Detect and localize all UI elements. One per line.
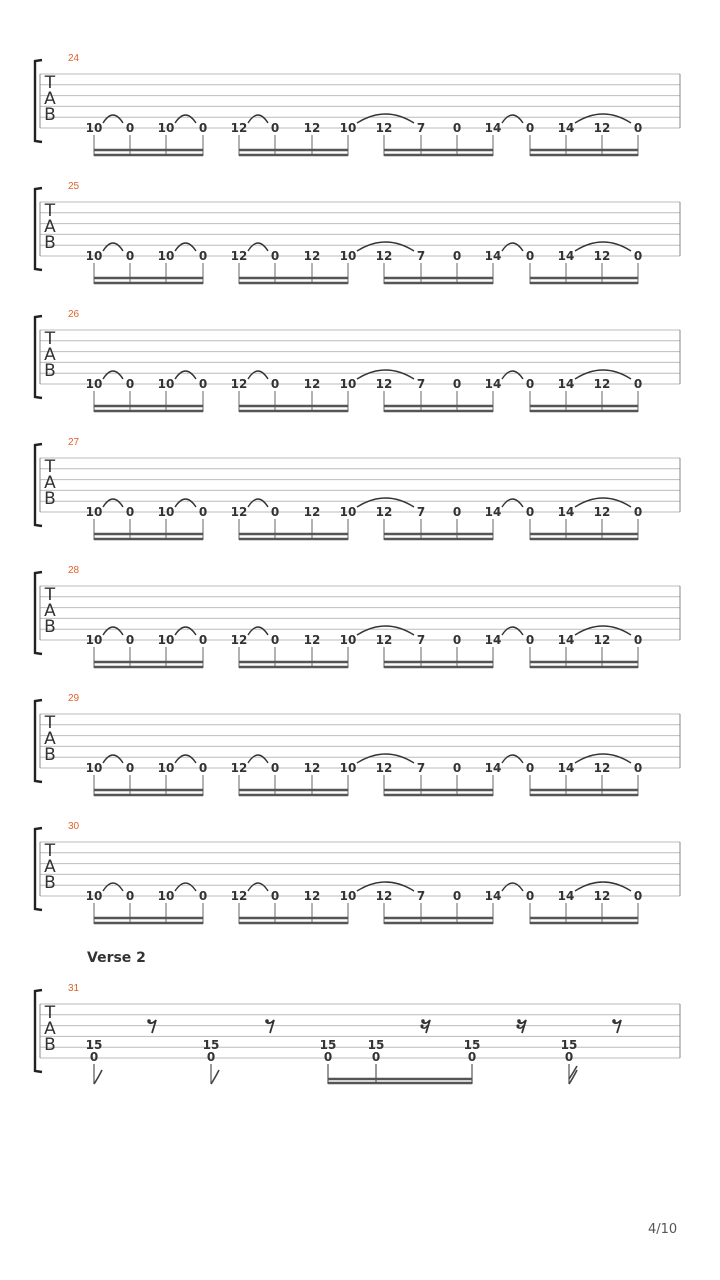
fret-number: 10	[85, 505, 103, 519]
tab-clef-letter: T	[44, 1003, 56, 1023]
fret-number: 14	[484, 633, 502, 647]
slur	[175, 115, 196, 123]
fret-number: 7	[416, 889, 426, 903]
fret-number: 0	[198, 505, 208, 519]
fret-number: 12	[303, 633, 321, 647]
fret-number: 0	[633, 633, 643, 647]
tab-staff	[35, 572, 680, 668]
fret-number: 12	[230, 377, 248, 391]
fret-number: 14	[557, 121, 575, 135]
rest-dot	[421, 1019, 425, 1023]
fret-number: 12	[303, 889, 321, 903]
slur	[103, 115, 123, 123]
fret-number: 0	[198, 121, 208, 135]
slur	[175, 371, 196, 379]
fret-number: 10	[85, 889, 103, 903]
fret-number: 0	[452, 377, 462, 391]
tab-clef-letter: A	[44, 89, 56, 109]
tab-staff	[35, 188, 680, 284]
note-flag	[94, 1070, 102, 1084]
fret-number: 0	[452, 505, 462, 519]
fret-number: 0	[198, 249, 208, 263]
fret-number: 7	[416, 249, 426, 263]
note-flag	[211, 1070, 219, 1084]
slur	[248, 371, 268, 379]
tab-clef-letter: A	[44, 1019, 56, 1039]
tab-clef-letter: B	[44, 1035, 56, 1055]
fret-number: 14	[484, 121, 502, 135]
fret-number: 0	[198, 633, 208, 647]
fret-number: 0	[270, 377, 280, 391]
fret-number: 12	[303, 249, 321, 263]
staff-bracket	[35, 316, 42, 398]
fret-number: 0	[452, 633, 462, 647]
slur	[175, 243, 196, 251]
rest-dot	[265, 1019, 269, 1023]
fret-number: 0	[467, 1050, 477, 1064]
fret-number: 15	[463, 1038, 481, 1052]
fret-number: 7	[416, 761, 426, 775]
fret-number: 10	[339, 249, 357, 263]
fret-number: 0	[270, 761, 280, 775]
tab-clef-letter: T	[44, 457, 56, 477]
rest-dot	[147, 1019, 151, 1023]
fret-number: 7	[416, 505, 426, 519]
tab-clef-letter: A	[44, 473, 56, 493]
measure-number: 31	[68, 983, 80, 994]
rest-dot	[516, 1024, 519, 1027]
fret-number: 0	[125, 249, 135, 263]
slur	[248, 883, 268, 891]
fret-number: 12	[230, 633, 248, 647]
staff-bracket	[35, 990, 42, 1072]
tab-staff	[35, 316, 680, 412]
staff-bracket	[35, 188, 42, 270]
fret-number: 10	[339, 121, 357, 135]
fret-number: 12	[593, 889, 611, 903]
fret-number: 14	[557, 505, 575, 519]
fret-number: 0	[525, 889, 535, 903]
tab-clef-letter: B	[44, 745, 56, 765]
measure-number: 29	[68, 693, 80, 704]
fret-number: 0	[125, 633, 135, 647]
fret-number: 12	[375, 889, 393, 903]
fret-number: 0	[270, 889, 280, 903]
measure-number: 26	[68, 309, 80, 320]
fret-number: 15	[202, 1038, 220, 1052]
fret-number: 7	[416, 633, 426, 647]
tab-staff	[35, 990, 680, 1084]
fret-number: 12	[303, 121, 321, 135]
tab-clef-letter: T	[44, 585, 56, 605]
fret-number: 0	[564, 1050, 574, 1064]
staff-bracket	[35, 444, 42, 526]
slur	[175, 883, 196, 891]
fret-number: 7	[416, 121, 426, 135]
rest-dot	[420, 1024, 423, 1027]
fret-number: 12	[230, 121, 248, 135]
slur	[502, 883, 523, 891]
fret-number: 14	[557, 761, 575, 775]
fret-number: 14	[557, 889, 575, 903]
fret-number: 0	[633, 377, 643, 391]
tab-clef-letter: B	[44, 233, 56, 253]
fret-number: 0	[525, 633, 535, 647]
measure-number: 27	[68, 437, 80, 448]
fret-number: 14	[484, 505, 502, 519]
fret-number: 15	[85, 1038, 103, 1052]
fret-number: 0	[452, 121, 462, 135]
tab-clef-letter: A	[44, 729, 56, 749]
fret-number: 0	[89, 1050, 99, 1064]
slur	[502, 755, 523, 763]
fret-number: 12	[375, 761, 393, 775]
fret-number: 10	[157, 761, 175, 775]
slur	[502, 499, 523, 507]
fret-number: 10	[157, 377, 175, 391]
fret-number: 12	[593, 761, 611, 775]
tab-clef-letter: A	[44, 601, 56, 621]
fret-number: 14	[484, 889, 502, 903]
fret-number: 10	[85, 249, 103, 263]
fret-number: 0	[633, 761, 643, 775]
slur	[103, 755, 123, 763]
fret-number: 10	[339, 377, 357, 391]
tab-staff	[35, 700, 680, 796]
fret-number: 0	[125, 377, 135, 391]
slur	[248, 755, 268, 763]
fret-number: 0	[633, 889, 643, 903]
fret-number: 0	[633, 121, 643, 135]
measure-number: 30	[68, 821, 80, 832]
slur	[103, 243, 123, 251]
slur	[502, 627, 523, 635]
tab-clef-letter: A	[44, 345, 56, 365]
tab-clef-letter: T	[44, 73, 56, 93]
fret-number: 10	[85, 633, 103, 647]
fret-number: 0	[323, 1050, 333, 1064]
fret-number: 12	[593, 505, 611, 519]
staff-bracket	[35, 828, 42, 910]
fret-number: 0	[525, 761, 535, 775]
fret-number: 0	[198, 761, 208, 775]
fret-number: 0	[198, 377, 208, 391]
fret-number: 10	[157, 889, 175, 903]
fret-number: 0	[525, 377, 535, 391]
fret-number: 12	[303, 505, 321, 519]
fret-number: 12	[593, 121, 611, 135]
fret-number: 0	[371, 1050, 381, 1064]
slur	[248, 243, 268, 251]
fret-number: 10	[85, 761, 103, 775]
fret-number: 0	[270, 249, 280, 263]
fret-number: 15	[367, 1038, 385, 1052]
fret-number: 0	[525, 121, 535, 135]
fret-number: 0	[206, 1050, 216, 1064]
tab-staff	[35, 60, 680, 156]
fret-number: 10	[85, 377, 103, 391]
fret-number: 0	[125, 121, 135, 135]
fret-number: 12	[303, 761, 321, 775]
fret-number: 10	[339, 761, 357, 775]
fret-number: 12	[303, 377, 321, 391]
fret-number: 14	[484, 761, 502, 775]
tab-clef-letter: T	[44, 329, 56, 349]
fret-number: 0	[452, 889, 462, 903]
tab-staff	[35, 828, 680, 924]
tab-clef-letter: B	[44, 105, 56, 125]
fret-number: 0	[125, 761, 135, 775]
fret-number: 0	[452, 761, 462, 775]
fret-number: 15	[560, 1038, 578, 1052]
slur	[103, 371, 123, 379]
tab-clef-letter: B	[44, 617, 56, 637]
tab-clef-letter: T	[44, 201, 56, 221]
fret-number: 14	[484, 377, 502, 391]
fret-number: 10	[339, 505, 357, 519]
fret-number: 0	[270, 505, 280, 519]
slur	[103, 627, 123, 635]
fret-number: 10	[157, 121, 175, 135]
slur	[175, 499, 196, 507]
staff-bracket	[35, 700, 42, 782]
fret-number: 12	[375, 121, 393, 135]
measure-number: 25	[68, 181, 80, 192]
slur	[502, 115, 523, 123]
tab-clef-letter: A	[44, 857, 56, 877]
fret-number: 12	[375, 249, 393, 263]
fret-number: 14	[557, 249, 575, 263]
fret-number: 14	[557, 633, 575, 647]
fret-number: 12	[375, 505, 393, 519]
slur	[175, 755, 196, 763]
fret-number: 0	[270, 633, 280, 647]
rest-dot	[517, 1019, 521, 1023]
fret-number: 0	[125, 889, 135, 903]
measure-number: 28	[68, 565, 80, 576]
fret-number: 12	[593, 249, 611, 263]
fret-number: 7	[416, 377, 426, 391]
fret-number: 12	[230, 505, 248, 519]
slur	[103, 499, 123, 507]
slur	[248, 115, 268, 123]
fret-number: 0	[525, 249, 535, 263]
staff-bracket	[35, 60, 42, 142]
fret-number: 12	[230, 249, 248, 263]
fret-number: 0	[633, 505, 643, 519]
slur	[502, 243, 523, 251]
tab-clef-letter: A	[44, 217, 56, 237]
fret-number: 12	[375, 633, 393, 647]
rest-dot	[612, 1019, 616, 1023]
fret-number: 10	[157, 505, 175, 519]
section-label-verse: Verse 2	[87, 950, 146, 966]
fret-number: 10	[339, 889, 357, 903]
tab-clef-letter: B	[44, 361, 56, 381]
fret-number: 10	[157, 249, 175, 263]
measure-number: 24	[68, 53, 80, 64]
slur	[248, 499, 268, 507]
slur	[248, 627, 268, 635]
fret-number: 0	[525, 505, 535, 519]
fret-number: 15	[319, 1038, 337, 1052]
fret-number: 12	[230, 889, 248, 903]
slur	[502, 371, 523, 379]
fret-number: 14	[484, 249, 502, 263]
slur	[175, 627, 196, 635]
fret-number: 0	[198, 889, 208, 903]
fret-number: 0	[125, 505, 135, 519]
fret-number: 0	[452, 249, 462, 263]
tab-clef-letter: T	[44, 841, 56, 861]
fret-number: 12	[375, 377, 393, 391]
fret-number: 12	[593, 633, 611, 647]
slur	[103, 883, 123, 891]
fret-number: 0	[270, 121, 280, 135]
fret-number: 10	[339, 633, 357, 647]
fret-number: 0	[633, 249, 643, 263]
fret-number: 10	[85, 121, 103, 135]
tab-clef-letter: B	[44, 489, 56, 509]
tab-clef-letter: B	[44, 873, 56, 893]
fret-number: 14	[557, 377, 575, 391]
fret-number: 12	[593, 377, 611, 391]
fret-number: 10	[157, 633, 175, 647]
fret-number: 12	[230, 761, 248, 775]
tab-clef-letter: T	[44, 713, 56, 733]
staff-bracket	[35, 572, 42, 654]
tab-staff	[35, 444, 680, 540]
page-number: 4/10	[648, 1222, 678, 1237]
